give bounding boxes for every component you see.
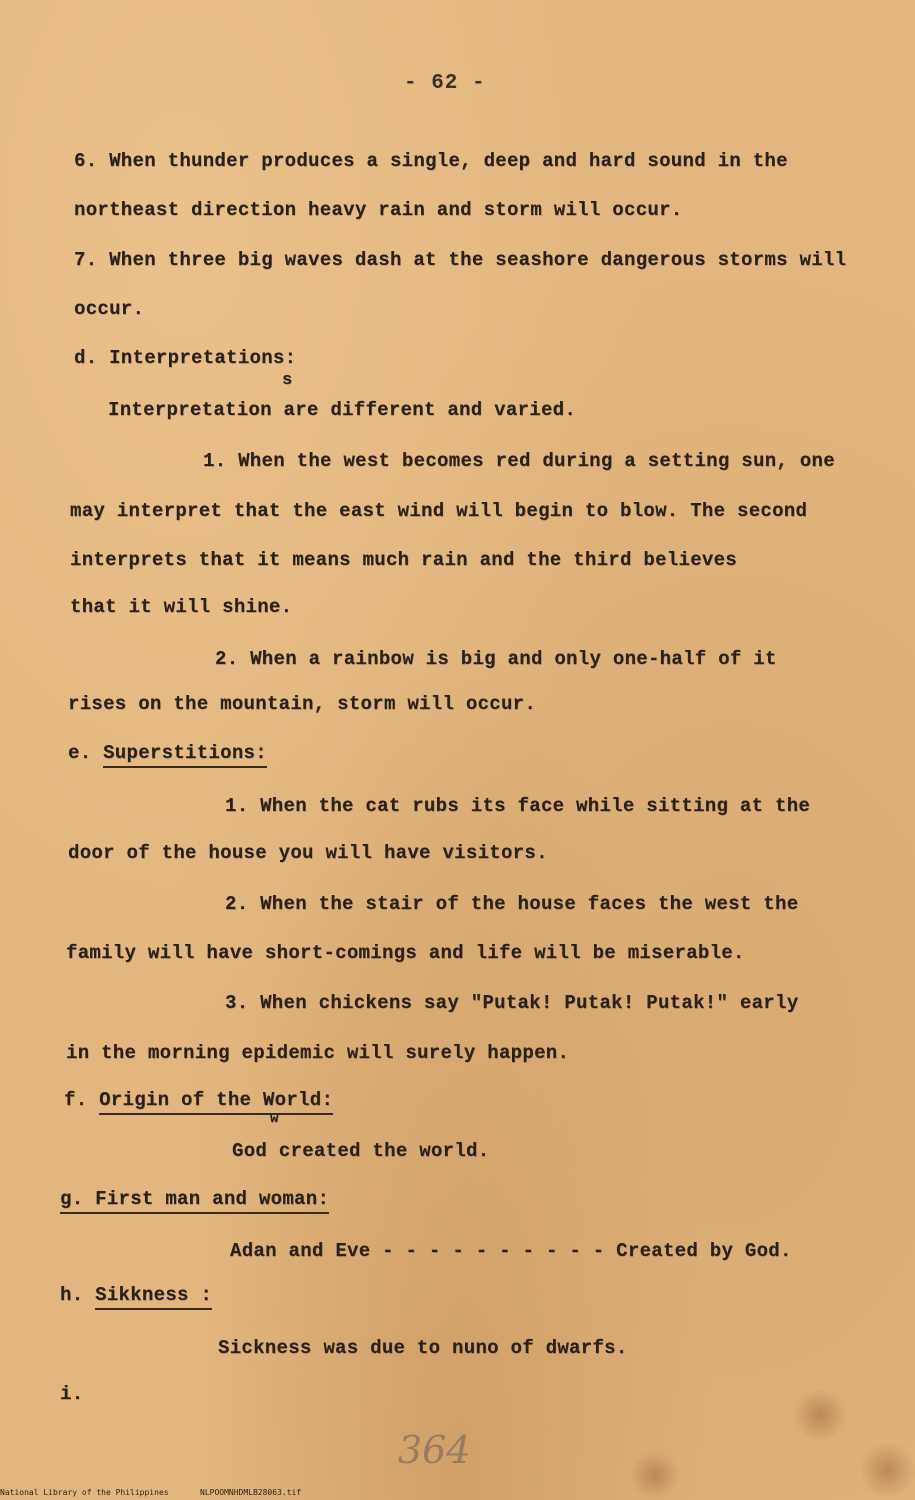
page-number: - 62 -	[404, 72, 486, 95]
paper-stain	[790, 1390, 850, 1440]
text-line: may interpret that the east wind will begin to blow. The second	[70, 500, 808, 522]
section-heading-superstitions	[68, 742, 267, 764]
text-line: 7. When three big waves dash at the seashore dangerous storms will	[74, 249, 847, 271]
text-line: that it will shine.	[70, 596, 293, 618]
paper-stain	[860, 1440, 915, 1500]
text-line: 2. When a rainbow is big and only one-half of it	[215, 648, 777, 670]
text-line: interprets that it means much rain and the third believes	[70, 549, 738, 571]
text-line: 3. When chickens say "Putak! Putak! Putak!" early	[225, 992, 799, 1014]
text-line: Sickness was due to nuno of dwarfs.	[218, 1337, 628, 1359]
handwritten-page-number: 364	[398, 1428, 471, 1472]
text-line: Interpretation are different and varied.	[108, 399, 577, 421]
text-line: 6. When thunder produces a single, deep and hard sound in the	[74, 150, 788, 172]
text-line: 2. When the stair of the house faces the west the	[225, 893, 799, 915]
text-line: in the morning epidemic will surely happen.	[66, 1042, 570, 1064]
section-heading-origin-of-the-world	[64, 1089, 333, 1111]
text-line: northeast direction heavy rain and storm will occur.	[74, 199, 683, 221]
handwritten-correction: w	[270, 1111, 279, 1127]
text-line: rises on the mountain, storm will occur.	[68, 693, 537, 715]
text-line: family will have short-comings and life will be miserable.	[66, 942, 745, 964]
text-line: God created the world.	[232, 1140, 490, 1162]
section-heading-first-man-and-woman	[60, 1188, 329, 1210]
section-letter: e.	[68, 742, 92, 764]
text-line: door of the house you will have visitors.	[68, 842, 548, 864]
section-heading-i: i.	[60, 1383, 84, 1405]
footer-filename: NLPOOMNHDMLB28063.tif	[200, 1488, 302, 1497]
section-heading-interpretations: d. Interpretations:	[74, 347, 297, 369]
text-line: Adan and Eve - - - - - - - - - - Created by God.	[230, 1240, 792, 1262]
section-letter: h.	[60, 1284, 84, 1306]
scan-footer	[0, 1488, 302, 1497]
text-line: occur.	[74, 298, 145, 320]
section-title: g. First man and woman:	[60, 1188, 329, 1214]
text-line: 1. When the west becomes red during a setting sun, one	[203, 450, 835, 472]
section-title: Origin of the World:	[99, 1089, 333, 1115]
paper-stain	[630, 1450, 680, 1500]
section-letter: f.	[64, 1089, 88, 1111]
handwritten-correction: s	[282, 371, 293, 390]
section-title: Superstitions:	[103, 742, 267, 768]
section-heading-sickness	[60, 1284, 212, 1306]
footer-library: National Library of the Philippines	[0, 1488, 169, 1497]
text-line: 1. When the cat rubs its face while sitting at the	[225, 795, 811, 817]
section-title: Sikkness :	[95, 1284, 212, 1310]
